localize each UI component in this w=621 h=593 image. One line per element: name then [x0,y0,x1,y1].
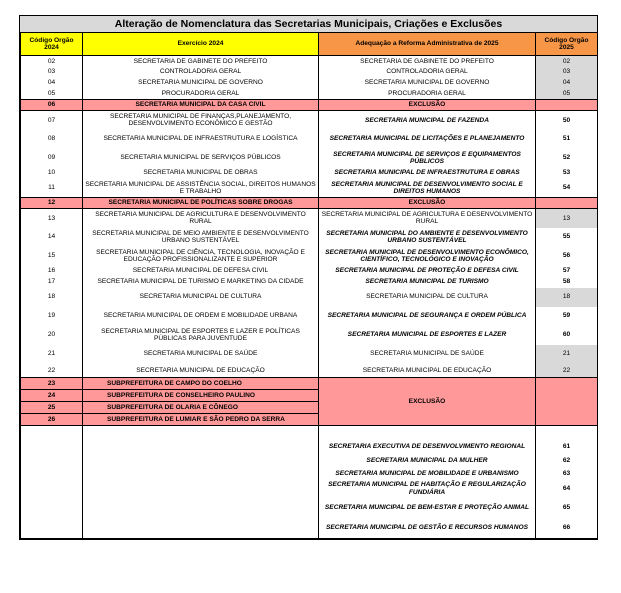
code-2024-cell: 25 [21,402,83,414]
table-row [21,78,598,89]
secretaria-2025-cell: SECRETARIA MUNICIPAL DO AMBIENTE E DESENVOLVIMENTO URBANO SUSTENTÁVEL [319,228,536,247]
table-row-new [21,498,598,517]
secretaria-2025-cell: SECRETARIA MUNICIPAL DE SEGURANÇA E ORDEM PÚBLICA [319,307,536,326]
secretaria-2025-cell: SECRETARIA MUNICIPAL DE EDUCAÇÃO [319,364,536,378]
secretaria-2025-cell: EXCLUSÃO [319,100,536,111]
empty-cell [21,440,83,454]
code-2025-cell: 55 [536,228,598,247]
table-row [21,364,598,378]
header-row [21,33,598,56]
empty-cell [83,426,319,441]
secretaria-2025-cell: SECRETARIA EXECUTIVA DE DESENVOLVIMENTO REGIONAL [319,440,536,454]
secretaria-2025-cell: SECRETARIA MUNICIPAL DE DESENVOLVIMENTO ECONÔMICO, CIENTÍFICO, TECNOLÓGICO E INOVAÇÃO [319,247,536,266]
table-row [21,209,598,228]
secretaria-2025-cell: SECRETARIA MUNICIPAL DE FAZENDA [319,111,536,130]
secretaria-2024-cell: SECRETARIA MUNICIPAL DE CULTURA [83,288,319,307]
table-row [21,277,598,288]
secretaria-2024-cell: CONTROLADORIA GERAL [83,67,319,78]
empty-cell [83,468,319,479]
table-row [21,307,598,326]
code-2025-cell: 18 [536,288,598,307]
code-2024-cell: 21 [21,345,83,364]
code-2024-cell: 23 [21,378,83,390]
secretaria-2025-cell: PROCURADORIA GERAL [319,89,536,100]
empty-cell [83,440,319,454]
secretaria-2024-cell: SECRETARIA MUNICIPAL DE GOVERNO [83,78,319,89]
empty-cell [21,454,83,468]
code-2024-cell: 05 [21,89,83,100]
code-2024-cell: 13 [21,209,83,228]
empty-cell [21,468,83,479]
code-2024-cell: 24 [21,390,83,402]
empty-cell [21,479,83,498]
spreadsheet [19,15,598,540]
code-2025-cell: 62 [536,454,598,468]
table-row [21,179,598,198]
table-row [21,100,598,111]
secretaria-2025-cell: SECRETARIA MUNICIPAL DE INFRAESTRUTURA E OBRAS [319,168,536,179]
table-row [21,168,598,179]
secretaria-2024-cell: SECRETARIA MUNICIPAL DE SERVIÇOS PÚBLICOS [83,149,319,168]
secretaria-2024-cell: SUBPREFEITURA DE OLARIA E CÔNEGO [83,402,319,414]
secretaria-2024-cell: SECRETARIA MUNICIPAL DE OBRAS [83,168,319,179]
spacer-row [21,426,598,441]
code-2024-cell: 18 [21,288,83,307]
secretaria-2024-cell: SECRETARIA MUNICIPAL DE ORDEM E MOBILIDADE URBANA [83,307,319,326]
secretaria-2024-cell: SECRETARIA MUNICIPAL DE ASSISTÊNCIA SOCIAL, DIREITOS HUMANOS E TRABALHO [83,179,319,198]
code-2025-cell: 58 [536,277,598,288]
code-2024-cell: 14 [21,228,83,247]
code-2025-cell: 13 [536,209,598,228]
secretaria-2025-cell: SECRETARIA MUNICIPAL DE MOBILIDADE E URBANISMO [319,468,536,479]
table-row-new [21,517,598,538]
secretaria-2025-cell: SECRETARIA MUNICIPAL DE GOVERNO [319,78,536,89]
code-2025-cell: 52 [536,149,598,168]
table-row [21,198,598,209]
code-2024-cell: 22 [21,364,83,378]
code-2024-cell: 26 [21,414,83,426]
empty-cell [21,498,83,517]
code-2024-cell: 08 [21,130,83,149]
secretaria-2024-cell: SECRETARIA DE GABINETE DO PREFEITO [83,56,319,67]
code-2024-cell: 07 [21,111,83,130]
empty-cell [83,479,319,498]
table-row-new [21,468,598,479]
secretaria-2025-cell: SECRETARIA MUNICIPAL DE CULTURA [319,288,536,307]
sheet-title: Alteração de Nomenclatura das Secretarias Municipais, Criações e Exclusões [20,16,597,33]
secretaria-2025-cell: SECRETARIA MUNICIPAL DE PROTEÇÃO E DEFESA CIVIL [319,266,536,277]
empty-cell [83,517,319,538]
table-row-new [21,454,598,468]
table-row [21,266,598,277]
code-2025-cell: 21 [536,345,598,364]
code-2025-cell: 54 [536,179,598,198]
code-2024-cell: 19 [21,307,83,326]
code-2024-cell: 09 [21,149,83,168]
secretaria-2024-cell: SECRETARIA MUNICIPAL DE MEIO AMBIENTE E DESENVOLVIMENTO URBANO SUSTENTÁVEL [83,228,319,247]
empty-cell [536,426,598,441]
table-row [21,89,598,100]
table-row [21,56,598,67]
code-2025-cell: 57 [536,266,598,277]
secretaria-2025-cell: SECRETARIA MUNICIPAL DE DESENVOLVIMENTO SOCIAL E DIREITOS HUMANOS [319,179,536,198]
code-2025-cell: 61 [536,440,598,454]
code-2025-cell: 66 [536,517,598,538]
table-row [21,111,598,130]
code-2024-cell: 20 [21,326,83,345]
secretaria-2024-cell: SECRETARIA MUNICIPAL DE FINANÇAS,PLANEJAMENTO, DESENVOLVIMENTO ECONÔMICO E GESTÃO [83,111,319,130]
code-2025-cell: 53 [536,168,598,179]
secretaria-2025-cell: SECRETARIA MUNICIPAL DE ESPORTES E LAZER [319,326,536,345]
secretaria-2025-cell: SECRETARIA MUNICIPAL DA MULHER [319,454,536,468]
code-2024-cell: 10 [21,168,83,179]
code-2024-cell: 02 [21,56,83,67]
table-row-new [21,479,598,498]
table-body [21,56,598,539]
code-2025-cell: 56 [536,247,598,266]
empty-cell [319,426,536,441]
secretaria-2024-cell: SUBPREFEITURA DE LUMIAR E SÃO PEDRO DA SERRA [83,414,319,426]
exclusion-label-cell: EXCLUSÃO [319,378,536,426]
code-2025-cell: 04 [536,78,598,89]
code-2025-cell: 05 [536,89,598,100]
header-exercicio-2024: Exercício 2024 [83,33,319,56]
code-2025-cell: 59 [536,307,598,326]
code-2025-cell: 64 [536,479,598,498]
code-2024-cell: 03 [21,67,83,78]
code-2025-cell [536,198,598,209]
secretaria-2024-cell: SECRETARIA MUNICIPAL DE DEFESA CIVIL [83,266,319,277]
code-2025-cell: 51 [536,130,598,149]
secretaria-2024-cell: SECRETARIA MUNICIPAL DE CIÊNCIA, TECNOLOGIA, INOVAÇÃO E EDUCAÇÃO PROFISSIONALIZANTE E SUPERIOR [83,247,319,266]
secretaria-2024-cell: SECRETARIA MUNICIPAL DE ESPORTES E LAZER E POLÍTICAS PÚBLICAS PARA JUVENTUDE [83,326,319,345]
code-2024-cell: 06 [21,100,83,111]
table-row [21,247,598,266]
table-row [21,149,598,168]
empty-cell [83,454,319,468]
empty-cell [21,426,83,441]
secretaria-2025-cell: SECRETARIA MUNICIPAL DE HABITAÇÃO E REGULARIZAÇÃO FUNDIÁRIA [319,479,536,498]
code-2024-cell: 16 [21,266,83,277]
secretaria-2024-cell: SUBPREFEITURA DE CONSELHEIRO PAULINO [83,390,319,402]
table-row [21,130,598,149]
code-2025-cell [536,100,598,111]
code-2025-cell: 60 [536,326,598,345]
secretaria-2024-cell: SECRETARIA MUNICIPAL DE POLÍTICAS SOBRE DROGAS [83,198,319,209]
code-2024-cell: 11 [21,179,83,198]
secretaria-2024-cell: SUBPREFEITURA DE CAMPO DO COELHO [83,378,319,390]
code-2025-cell: 63 [536,468,598,479]
code-2025-cell: 65 [536,498,598,517]
secretaria-2025-cell: SECRETARIA MUNICIPAL DE SAÚDE [319,345,536,364]
header-adequacao-2025: Adequação a Reforma Administrativa de 2025 [319,33,536,56]
table-row-excluded [21,378,598,390]
secretaria-2025-cell: SECRETARIA MUNICIPAL DE BEM-ESTAR E PROTEÇÃO ANIMAL [319,498,536,517]
secretaria-2025-cell: SECRETARIA MUNICIPAL DE SERVIÇOS E EQUIPAMENTOS PÚBLICOS [319,149,536,168]
empty-cell [21,517,83,538]
code-2025-cell: 03 [536,67,598,78]
secretaria-2025-cell: SECRETARIA MUNICIPAL DE AGRICULTURA E DESENVOLVIMENTO RURAL [319,209,536,228]
table-row [21,326,598,345]
header-code-2024: Código Orgão 2024 [21,33,83,56]
secretaria-2024-cell: SECRETARIA MUNICIPAL DE AGRICULTURA E DESENVOLVIMENTO RURAL [83,209,319,228]
table-row [21,288,598,307]
code-2025-cell: 02 [536,56,598,67]
secretaria-2025-cell: SECRETARIA DE GABINETE DO PREFEITO [319,56,536,67]
empty-cell [83,498,319,517]
secretaria-2024-cell: SECRETARIA MUNICIPAL DE SAÚDE [83,345,319,364]
secretaria-2025-cell: SECRETARIA MUNICIPAL DE TURISMO [319,277,536,288]
secretaria-2024-cell: SECRETARIA MUNICIPAL DE TURISMO E MARKETING DA CIDADE [83,277,319,288]
nomenclature-table [20,33,598,539]
code-2025-cell: 22 [536,364,598,378]
secretaria-2024-cell: PROCURADORIA GERAL [83,89,319,100]
secretaria-2025-cell: SECRETARIA MUNICIPAL DE LICITAÇÕES E PLANEJAMENTO [319,130,536,149]
code-2024-cell: 12 [21,198,83,209]
secretaria-2024-cell: SECRETARIA MUNICIPAL DA CASA CIVIL [83,100,319,111]
code-2025-cell [536,378,598,426]
table-row-new [21,440,598,454]
code-2024-cell: 17 [21,277,83,288]
table-row [21,67,598,78]
header-code-2025: Código Orgão 2025 [536,33,598,56]
secretaria-2024-cell: SECRETARIA MUNICIPAL DE EDUCAÇÃO [83,364,319,378]
secretaria-2024-cell: SECRETARIA MUNICIPAL DE INFRAESTRUTURA E LOGÍSTICA [83,130,319,149]
secretaria-2025-cell: SECRETARIA MUNICIPAL DE GESTÃO E RECURSOS HUMANOS [319,517,536,538]
secretaria-2025-cell: EXCLUSÃO [319,198,536,209]
code-2025-cell: 50 [536,111,598,130]
code-2024-cell: 04 [21,78,83,89]
secretaria-2025-cell: CONTROLADORIA GERAL [319,67,536,78]
table-row [21,228,598,247]
code-2024-cell: 15 [21,247,83,266]
table-row [21,345,598,364]
